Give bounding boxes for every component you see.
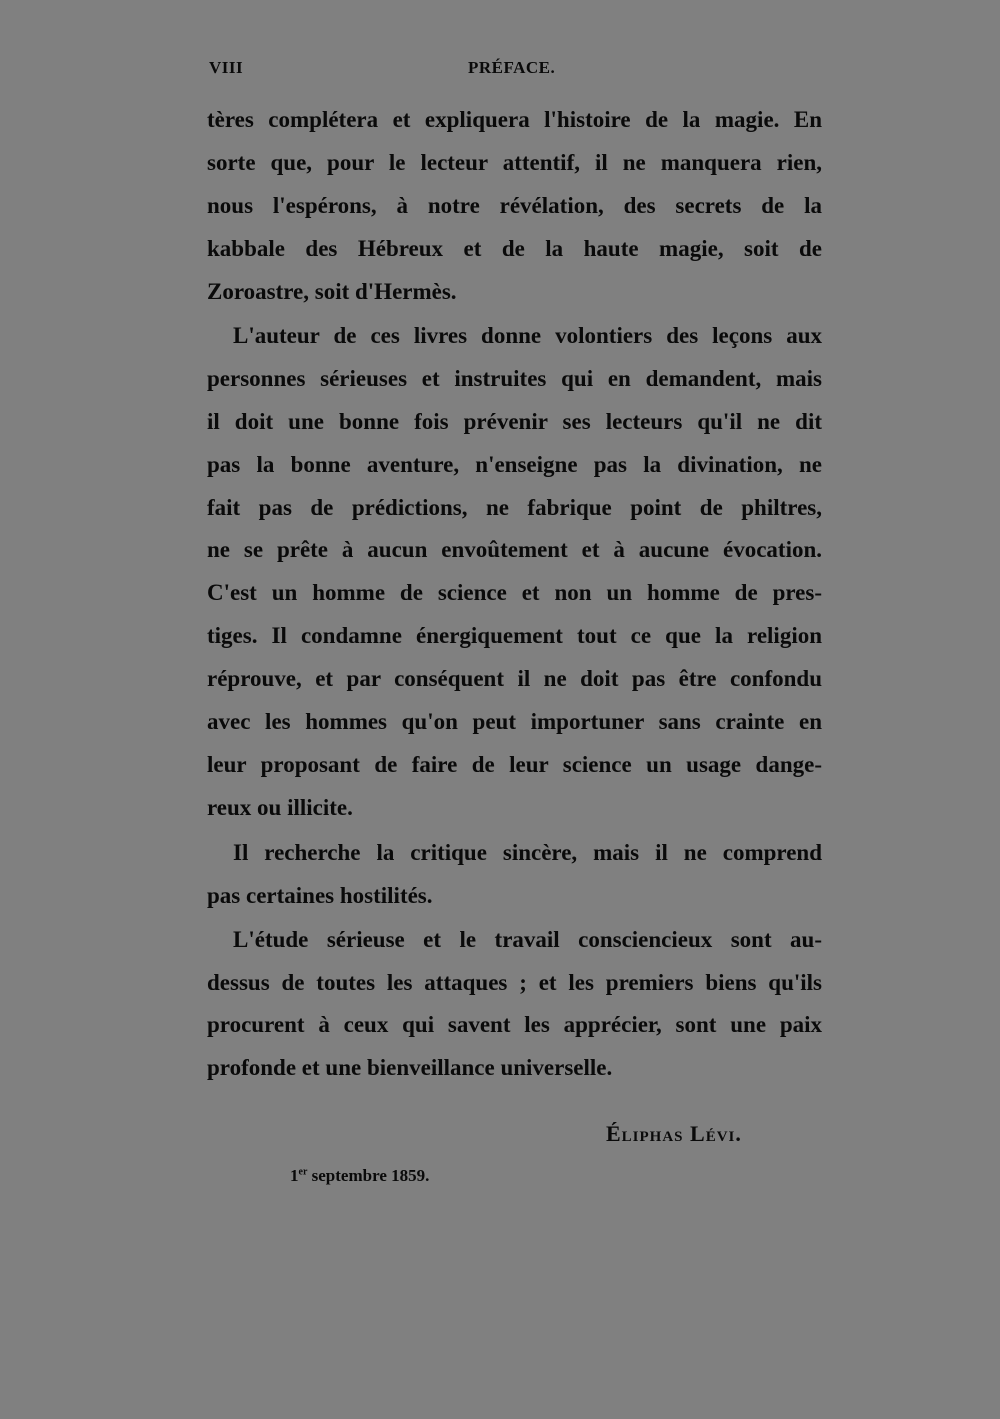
text-line: L'auteur de ces livres donne volontiers des leçons aux [233, 323, 822, 348]
text-line: leur proposant de faire de leur science un usage dange- [207, 752, 822, 777]
text-line: C'est un homme de science et non un homme de pres- [207, 580, 822, 605]
text-line: avec les hommes qu'on peut importuner sans crainte en [207, 709, 822, 734]
text-line: Zoroastre, soit d'Hermès. [207, 279, 457, 304]
text-line: nous l'espérons, à notre révélation, des secrets de la [207, 193, 822, 218]
date-day: 1 [290, 1166, 299, 1185]
date-line [290, 1166, 429, 1186]
text-line: ne se prête à aucun envoûtement et à aucune évocation. [207, 537, 822, 562]
author-signature: Éliphas Lévi. [606, 1121, 742, 1146]
text-line: dessus de toutes les attaques ; et les premiers biens qu'ils [207, 970, 822, 995]
text-line: pas la bonne aventure, n'enseigne pas la divination, ne [207, 452, 822, 477]
text-line: tères complétera et expliquera l'histoire de la magie. En [207, 107, 822, 132]
text-line: personnes sérieuses et instruites qui en demandent, mais [207, 366, 822, 391]
date-rest: septembre 1859. [307, 1166, 430, 1185]
running-title: PRÉFACE. [468, 58, 556, 77]
date-day-suffix: er [298, 1166, 308, 1178]
text-line: profonde et une bienveillance universelle. [207, 1055, 613, 1080]
text-line: kabbale des Hébreux et de la haute magie, soit de [207, 236, 822, 261]
text-line: pas certaines hostilités. [207, 883, 433, 908]
text-line: reux ou illicite. [207, 795, 353, 820]
text-line: fait pas de prédictions, ne fabrique point de philtres, [207, 495, 822, 520]
text-line: Il recherche la critique sincère, mais il ne comprend [233, 840, 822, 865]
text-line: réprouve, et par conséquent il ne doit pas être confondu [207, 666, 822, 691]
text-line: procurent à ceux qui savent les apprécier, sont une paix [207, 1012, 822, 1037]
text-line: tiges. Il condamne énergiquement tout ce que la religion [207, 623, 822, 648]
page-number: VIII [209, 58, 244, 77]
text-line: sorte que, pour le lecteur attentif, il ne manquera rien, [207, 150, 822, 175]
text-line: il doit une bonne fois prévenir ses lecteurs qu'il ne dit [207, 409, 822, 434]
text-line: L'étude sérieuse et le travail consciencieux sont au- [233, 927, 822, 952]
